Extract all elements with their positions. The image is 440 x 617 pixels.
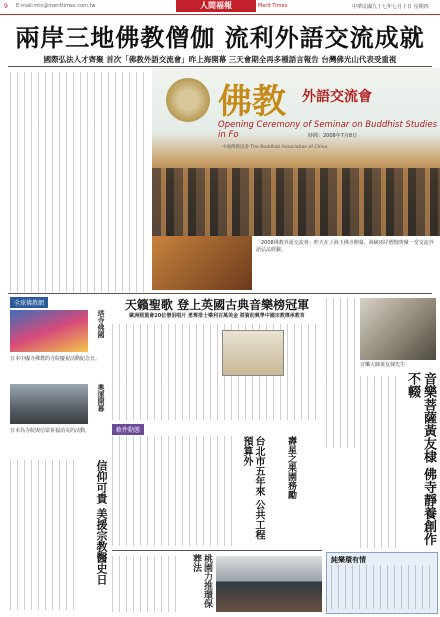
page-number: 9 <box>4 3 8 10</box>
site-email[interactable]: E-mail:mtn@merittimes.com.tw <box>16 3 96 9</box>
left-bottom-text <box>10 460 80 610</box>
lead-subheadline: 國際弘法人才齊聚 首次「佛教外語交流會」昨上海開幕 三天會期全再多種語言報告 台灣佛光山代表受重視 <box>43 55 397 64</box>
emblem-icon <box>166 78 210 122</box>
group-photo <box>216 556 322 612</box>
banner-title: 佛教 <box>218 82 286 122</box>
right-lower-text <box>360 376 396 548</box>
caption-2: 日本為寺院與信眾祈福消災的活動。 <box>10 428 91 434</box>
bottom-mid-text <box>112 556 182 612</box>
lead-body-text <box>10 72 148 292</box>
divider <box>8 293 432 294</box>
section-global-buddhism[interactable]: 全球佛教網 <box>10 297 48 308</box>
divider <box>8 66 432 67</box>
banner-date: 時間：2008年7月8日 <box>308 133 358 139</box>
ceremony-photo <box>10 384 88 424</box>
bottom-mid-headline: 桃園力推環保葬法 <box>191 554 212 608</box>
divider <box>112 550 322 551</box>
center-subhead: 歐洲熙篤會20位僧侶唱片 勇奪排士樂利百萬美金 將資助興學中國宗教傳承教育 <box>129 313 305 319</box>
caption-1: 日本中國寺佛教的寺院慶祝活動紀念日。 <box>10 356 101 362</box>
center-body-text <box>112 324 322 420</box>
side-headline-2: 奧運開幕 <box>97 384 105 412</box>
right-body-text <box>326 298 358 448</box>
info-box-text <box>331 565 431 609</box>
lead-photo <box>152 68 440 236</box>
album-photo <box>222 330 284 376</box>
info-box-title: 純樂環有情 <box>331 555 366 564</box>
banner-org: 中國佛教協會 The Buddhist Association of China <box>222 145 328 150</box>
section-software[interactable]: 軟件動態 <box>112 424 144 435</box>
center-lower-headline: 台北市五年來 公共工程預算外 <box>241 436 264 540</box>
banner-english: Opening Ceremony of Seminar on Buddhist Studies in Fo <box>218 120 438 140</box>
right-photo-caption: 音樂大師黃友棣先生 <box>360 362 406 368</box>
info-box <box>326 552 438 614</box>
lead-photo-caption: 「2008佛教外語交流會」昨天在上海玉佛寺開幕，海峽兩岸僧伽齊聚一堂交流外語弘法經驗。 <box>256 240 434 253</box>
audience-photo <box>152 168 440 236</box>
lead-headline: 兩岸三地佛教僧伽 流利外語交流成就 <box>15 23 425 52</box>
issue-date: 中華民國九十七年七月十日 星期四 <box>352 4 429 10</box>
mid-headline-2: 壽星之果園務勵 <box>286 436 296 499</box>
newspaper-logo-en: Merit Times <box>258 3 288 9</box>
center-lower-text <box>112 436 232 546</box>
side-headline-1: 塔寺佛國 <box>97 310 105 338</box>
right-headline: 音樂菩薩黃友棣 佛寺靜養創作不輟 <box>405 372 436 546</box>
newspaper-logo: 人間福報 <box>176 0 256 12</box>
portrait-photo <box>360 298 436 360</box>
banner-title-2: 外語交流會 <box>302 89 372 105</box>
monk-photo <box>152 236 252 290</box>
center-headline: 天籟聖歌 登上英國古典音樂榜冠軍 <box>124 298 310 312</box>
left-bottom-headline: 信仰可貴 美援宗教醫史日 <box>95 460 108 585</box>
festival-photo <box>10 310 88 352</box>
